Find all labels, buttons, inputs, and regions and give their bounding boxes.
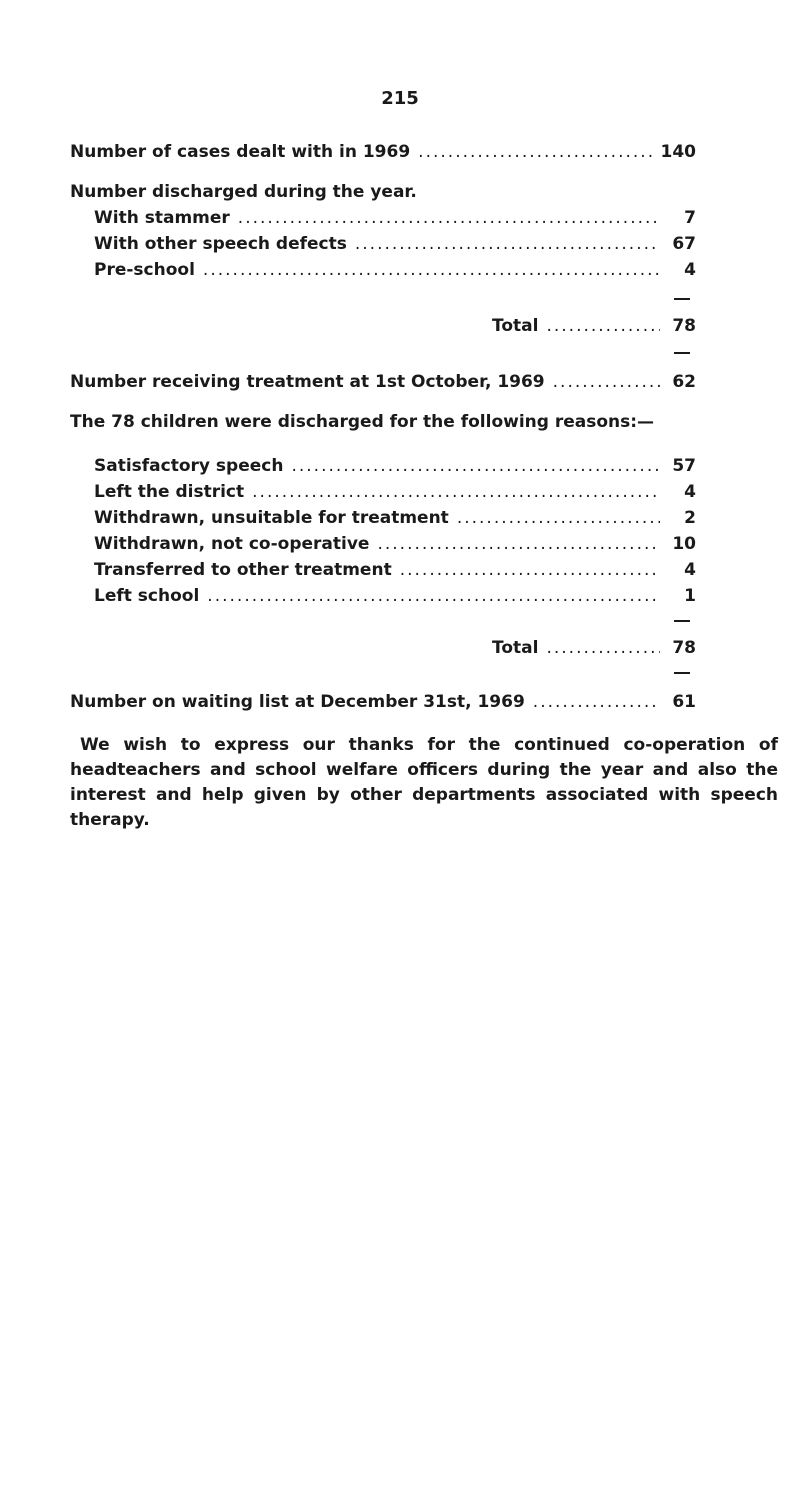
- reason-item-value: 4: [684, 482, 696, 502]
- reason-item: [94, 584, 696, 608]
- reasons-total-value: 78: [672, 638, 696, 658]
- subtotal-rule: [674, 298, 690, 300]
- reason-item-value: 2: [684, 508, 696, 528]
- reason-item: [94, 454, 696, 478]
- reason-item-label: Left school: [94, 586, 200, 606]
- leader-dots: [238, 206, 660, 230]
- leader-dots: [400, 558, 660, 582]
- reason-item-value: 57: [672, 456, 696, 476]
- reason-item: [94, 558, 696, 582]
- reason-item: [94, 506, 696, 530]
- reason-item-label: Transferred to other treatment: [94, 560, 392, 580]
- waiting-label: Number on waiting list at December 31st, 1969: [70, 692, 525, 712]
- leader-dots: [553, 370, 660, 394]
- cases-dealt-value: 140: [660, 142, 696, 162]
- reason-item-label: Satisfactory speech: [94, 456, 284, 476]
- page-number: 215: [381, 88, 419, 109]
- discharged-item-label: With stammer: [94, 208, 230, 228]
- leader-dots: [546, 636, 660, 660]
- discharged-item-value: 4: [684, 260, 696, 280]
- discharged-item-value: 67: [672, 234, 696, 254]
- leader-dots: [252, 480, 660, 504]
- reasons-total-label: Total: [492, 638, 539, 658]
- reason-item-value: 1: [684, 586, 696, 606]
- leader-dots: [203, 258, 660, 282]
- leader-dots: [355, 232, 660, 256]
- leader-dots: [546, 314, 660, 338]
- discharged-item: [94, 206, 696, 230]
- receiving-label: Number receiving treatment at 1st October, 1969: [70, 372, 545, 392]
- discharged-item-label: With other speech defects: [94, 234, 347, 254]
- total-rule: [674, 672, 690, 674]
- waiting-row: [70, 690, 696, 714]
- reasons-heading: The 78 children were discharged for the following reasons:—: [70, 412, 655, 432]
- discharged-total-row: [492, 314, 696, 338]
- waiting-value: 61: [672, 692, 696, 712]
- leader-dots: [207, 584, 660, 608]
- discharged-total-label: Total: [492, 316, 539, 336]
- leader-dots: [291, 454, 660, 478]
- subtotal-rule: [674, 620, 690, 622]
- discharged-heading: Number discharged during the year.: [70, 182, 417, 202]
- cases-dealt-row: [70, 140, 696, 164]
- reason-item: [94, 532, 696, 556]
- reason-item-label: Left the district: [94, 482, 245, 502]
- discharged-item: [94, 232, 696, 256]
- receiving-row: [70, 370, 696, 394]
- discharged-item-value: 7: [684, 208, 696, 228]
- leader-dots: [418, 140, 652, 164]
- leader-dots: [457, 506, 660, 530]
- reason-item-label: Withdrawn, unsuitable for treatment: [94, 508, 449, 528]
- reason-item-value: 4: [684, 560, 696, 580]
- reasons-total-row: [492, 636, 696, 660]
- receiving-value: 62: [672, 372, 696, 392]
- reason-item: [94, 480, 696, 504]
- discharged-item-label: Pre-school: [94, 260, 195, 280]
- total-rule: [674, 352, 690, 354]
- reason-item-value: 10: [672, 534, 696, 554]
- closing-paragraph: We wish to express our thanks for the continued co-operation of headteachers and school welfare officers during the year and also the interest and help given by other departments associated with speech therapy.: [70, 735, 778, 830]
- leader-dots: [377, 532, 660, 556]
- reason-item-label: Withdrawn, not co-operative: [94, 534, 370, 554]
- discharged-item: [94, 258, 696, 282]
- cases-dealt-label: Number of cases dealt with in 1969: [70, 142, 411, 162]
- discharged-total-value: 78: [672, 316, 696, 336]
- leader-dots: [533, 690, 660, 714]
